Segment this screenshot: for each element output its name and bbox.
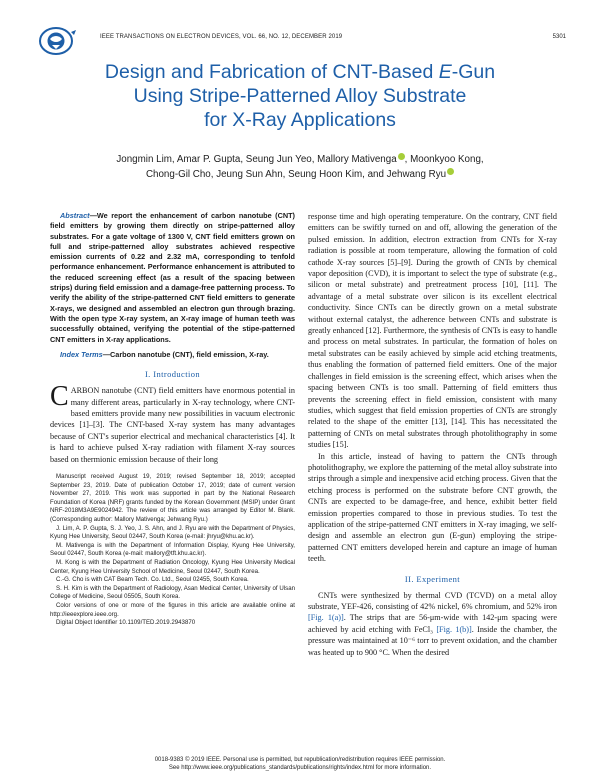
abstract-text: —We report the enhancement of carbon nanotube (CNT) field emitters by growing them directly on stripe-patterned alloy substrates. For a gate voltage of 1300 V, CNT field emitters grown on full and stripe-patterned alloy substrates achieved respective emission currents of 0.22 and 2.32 mA, corresponding to tenfold performance enhancement. Performance enhancement is attributed to the reduced screening effect (as a result of the spacing between strips) during field emission and a damage-free patterning process. To verify the ability of the stripe-patterned CNT field emitters to generate X-rays, we designed and assembled an electron gun through brazing. With the open type X-ray system, an X-ray image of human teeth was successfully obtained, verifying the potential of the stipe-patterned CNT emitters in X-ray applications.: [50, 211, 295, 344]
index-terms-label: Index Terms: [60, 349, 103, 359]
experiment-text-b: . The strips that are 56-μm-wide with 142-μm spacing were achieved by acid etching with FeCl₃: [308, 613, 557, 634]
authors-line1-a: Jongmin Lim, Amar P. Gupta, Seung Jun Yeo, Mallory Mativenga: [116, 154, 397, 165]
footnote-manuscript: Manuscript received August 19, 2019; revised September 18, 2019; accepted September 23, 2019. Date of publication October 17, 2019; date of current version November 27, 2019. This work was supported in part by the National Research Foundation of Korea (NRF) grants funded by the Korean Government (MSIP) under Grant NRF-2018M3A9E9024942. The review of this article was arranged by Editor M. Blank. (Corresponding author: Mallory Mativenga; Jehwang Ryu.): [50, 473, 295, 523]
experiment-text-a: CNTs were synthesized by thermal CVD (TCVD) on a metal alloy substrate, YEF-426, consisting of 42% nickel, 6% chromium, and 52% iron: [308, 590, 557, 611]
first-page-footnote: [50, 473, 295, 628]
paper-title: [30, 60, 570, 132]
footnote-color-figures: Color versions of one or more of the figures in this article are available online at http://ieeexplore.ieee.org.: [50, 601, 295, 618]
journal-running-header: IEEE TRANSACTIONS ON ELECTRON DEVICES, VOL. 66, NO. 12, DECEMBER 2019: [100, 34, 343, 40]
intro-paragraph: [50, 381, 295, 465]
title-line1-a: Design and Fabrication of CNT-Based: [104, 61, 439, 83]
author-list: [40, 152, 560, 182]
index-terms-text: —Carbon nanotube (CNT), field emission, X-ray.: [102, 349, 269, 359]
left-column: [50, 211, 295, 628]
section-heading-introduction: I. Introduction: [144, 369, 201, 380]
body-paragraph-1: response time and high operating temperature. On the contrary, CNT field emitters can be swiftly turned on and off, allowing the generation of the pulsed emission. In addition, electron extraction from CNTs for X-ray radiation is possible at room temperature, allowing the formation of cold cathode X-ray sources [5]–[9]. During the growth of CNTs by chemical vapor deposition (CVD), it is important to select the type of substrate (e.g., silicon or metal substrate) and pretreatment process [10], [11]. The advantage of a metal substrate over silicon is its excellent electrical conductivity. Since CNTs can be directly grown on a metal substrate without external catalyst, the adherence between CNTs and substrate is greatly enhanced [12]. Furthermore, the synthesis of CNTs is easy to handle and process on metal substrates. In particular, the formation of holes on metal substrates can be easily achieved by simple acid etching treatments, thus enabling the formation of patterned field emitters. One of the major challenges in field emission is the screening effect, which arises when the spacing between CNTs is too small. Patterning of field emitters thus prevents the screening effect in field emission, consistent with many studies, which suggest that field emission properties of CNTs are strongly related to the shape of the emitter [13], [14]. This has necessitated the patterning of CNTs on metal substrates through photolithography in some studies [15].: [308, 212, 557, 450]
right-column: [308, 211, 557, 658]
abstract-label: Abstract: [60, 211, 90, 220]
title-line2: Using Stripe-Patterned Alloy Substrate: [133, 85, 467, 107]
copyright-line-1: 0018-9383 © 2019 IEEE. Personal use is permitted, but republication/redistribution requires IEEE permission.: [154, 757, 446, 763]
copyright-footer: [0, 756, 600, 772]
footnote-affiliation-physics: J. Lim, A. P. Gupta, S. J. Yeo, J. S. Ahn, and J. Ryu are with the Department of Physics, Kyung Hee University, Seoul 02447, South Korea (e-mail: jhryu@khu.ac.kr).: [50, 524, 295, 541]
drop-cap: C: [50, 381, 69, 413]
authors-line1-b: , Moonkyoo Kong,: [404, 154, 484, 165]
footnote-affiliation-catbeam: C.-G. Cho is with CAT Beam Tech. Co. Ltd., Seoul 02455, South Korea.: [56, 576, 249, 584]
ieee-logo-icon: [38, 26, 78, 56]
experiment-paragraph: [308, 590, 557, 658]
figure-link-1a[interactable]: [Fig. 1(a)]: [308, 613, 344, 623]
copyright-line-2: See http://www.ieee.org/publications_standards/publications/rights/index.html for more information.: [168, 765, 432, 771]
title-line1-em: E: [438, 61, 452, 83]
footnote-affiliation-display: M. Mativenga is with the Department of Information Display, Kyung Hee University, Seoul 02447, South Korea (e-mail: mallory@tft.khu.ac.kr).: [50, 541, 295, 558]
section-heading-experiment: II. Experiment: [404, 573, 461, 584]
footnote-affiliation-radiology: S. H. Kim is with the Department of Radiology, Asan Medical Center, University of Ulsan College of Medicine, Seoul 05505, South Korea.: [50, 584, 295, 601]
experiment-text-c: . Inside the chamber, the pressure was maintained at 10⁻⁶ torr to prevent oxidation, and the chamber was heated up to 900 °C. When the desired: [308, 624, 557, 657]
abstract: [50, 211, 295, 345]
authors-line2: Chong-Gil Cho, Jeung Sun Ahn, Seung Hoon Kim, and Jehwang Ryu: [145, 169, 447, 180]
footnote-affiliation-oncology: M. Kong is with the Department of Radiation Oncology, Kyung Hee University Medical Center, Kyung Hee University School of Medicine, Seoul 02447, South Korea.: [50, 558, 295, 575]
page-number: 5301: [552, 34, 566, 40]
title-line1-b: -Gun: [451, 61, 496, 83]
orcid-icon[interactable]: [398, 153, 405, 160]
body-paragraph-2: In this article, instead of having to pattern the CNTs through photolithography, we explore the patterning of the metal alloy substrate into strips through a simple and inexpensive acid etching process. Given that the etching process is performed on the substrate before CNT growth, the CNTs are expected to be damage-free, and hence, exhibit better field emission properties compared to those in previous studies. To test the application of the stripe-patterned CNT emitters in X-ray imaging, we self-design and assemble an electron gun (E-gun) employing the stripe-patterned CNT emitters developed herein and capture an image of human teeth.: [308, 451, 557, 564]
page-header: [38, 26, 566, 54]
figure-link-1b[interactable]: [Fig. 1(b)]: [436, 624, 472, 634]
footnote-doi: Digital Object Identifier 10.1109/TED.2019.2943870: [56, 619, 196, 627]
orcid-icon[interactable]: [447, 168, 454, 175]
intro-text: ARBON nanotube (CNT) field emitters have enormous potential in many different areas, particularly in X-ray technology, where CNT-based emitters provide many new possibilities in vacuum electronic devices [1]–[3]. The CNT-based X-ray system has many advantages because of CNT's superior electrical and mechanical characteristics [4]. It is hard to achieve pulsed X-ray radiation with filament X-ray sources based on thermionic emission because of their long: [50, 386, 295, 464]
index-terms: [50, 350, 295, 360]
title-line3: for X-Ray Applications: [204, 109, 396, 131]
